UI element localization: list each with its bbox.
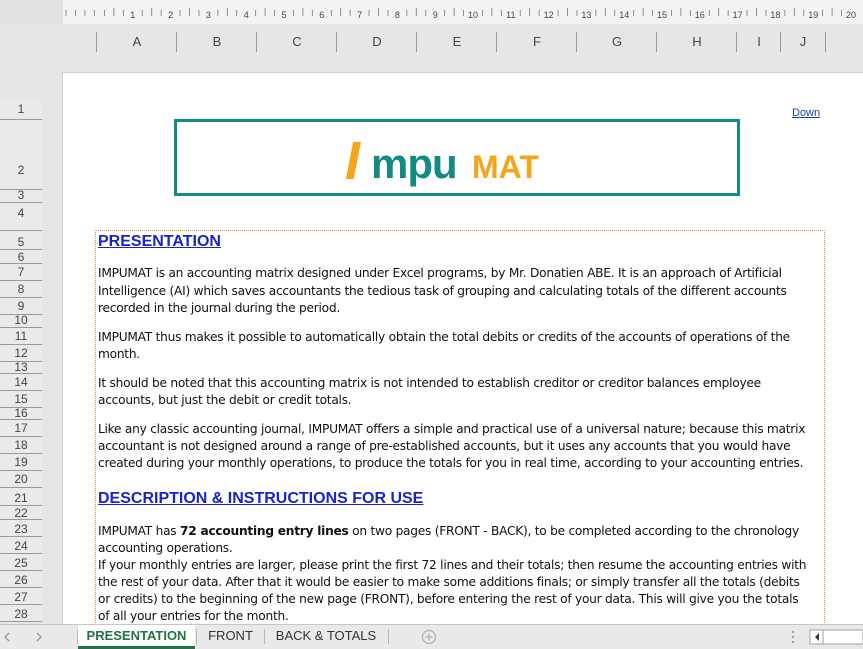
row-header[interactable]: 2 <box>0 120 42 190</box>
description-emphasis: 72 accounting entry lines <box>180 524 349 538</box>
row-header[interactable]: 8 <box>0 281 42 298</box>
description-line <box>98 524 799 538</box>
description-line: If your monthly entries are larger, please print the first 72 lines and their totals; then resume the accounting entries with <box>98 558 807 572</box>
description-line: the rest of your data. After that it would be easier to make some additions finals; or simply transfer all the totals (debits <box>98 575 800 589</box>
sheet-tab-bar <box>0 624 863 649</box>
row-header[interactable]: 9 <box>0 298 42 315</box>
column-header-f[interactable]: F <box>496 32 577 52</box>
horizontal-scroll-area <box>788 629 863 645</box>
ruler-label: 14 <box>619 10 630 20</box>
ruler-label: 11 <box>506 10 516 20</box>
row-header[interactable]: 22 <box>0 506 42 520</box>
tab-back-totals[interactable]: BACK & TOTALS <box>275 628 377 643</box>
ruler-label: 16 <box>694 10 705 20</box>
presentation-line: Intelligence (AI) which saves accountants the tedious task of grouping and calculating totals of the different accounts <box>98 284 787 298</box>
ruler-graphic <box>0 0 863 24</box>
presentation-line: recorded in the journal during the period. <box>98 301 340 315</box>
ruler-label: 8 <box>394 10 400 20</box>
ruler-label: 1 <box>130 10 136 20</box>
presentation-line: IMPUMAT thus makes it possible to automatically obtain the total debits or credits of the accounts of operations of the <box>98 330 790 344</box>
row-header[interactable]: 23 <box>0 520 42 537</box>
row-header[interactable]: 16 <box>0 408 42 420</box>
horizontal-ruler <box>0 0 863 24</box>
logo-part1: mpu <box>371 140 457 187</box>
column-header-i[interactable]: I <box>736 32 781 52</box>
presentation-line: accounts, but just the debit or credit totals. <box>98 393 352 407</box>
tab-nav <box>0 629 60 645</box>
row-header[interactable]: 19 <box>0 454 42 471</box>
row-header[interactable]: 20 <box>0 471 42 488</box>
logo-part2: MAT <box>472 149 539 185</box>
ruler-label: 3 <box>205 10 211 20</box>
row-header[interactable]: 3 <box>0 190 42 203</box>
row-header[interactable]: 26 <box>0 571 42 588</box>
column-header-b[interactable]: B <box>176 32 257 52</box>
logo-box <box>174 119 740 196</box>
row-header[interactable]: 10 <box>0 315 42 328</box>
column-header-h[interactable]: H <box>656 32 737 52</box>
logo-initial: I <box>345 131 361 191</box>
row-header[interactable]: 24 <box>0 537 42 554</box>
description-line: or credits) to the beginning of the new page (FRONT), before entering the rest of your data. This will give you the totals <box>98 592 799 606</box>
ruler-label: 18 <box>770 10 781 20</box>
ruler-label: 15 <box>656 10 668 20</box>
column-header-d[interactable]: D <box>336 32 417 52</box>
ruler-label: 2 <box>168 10 174 20</box>
ruler-label: 5 <box>281 10 287 20</box>
ruler-label: 7 <box>357 10 363 20</box>
row-header[interactable]: 14 <box>0 374 42 391</box>
chevron-right-icon[interactable] <box>37 633 41 641</box>
impumat-logo <box>177 122 737 193</box>
description-text: IMPUMAT has <box>98 524 181 538</box>
ruler-label: 6 <box>319 10 325 20</box>
description-heading: DESCRIPTION & INSTRUCTIONS FOR USE <box>98 490 424 507</box>
add-sheet-button[interactable] <box>420 629 438 645</box>
row-headers <box>0 100 42 622</box>
column-header-a[interactable]: A <box>96 32 177 52</box>
description-line: accounting operations. <box>98 541 233 555</box>
down-link[interactable]: Down <box>792 107 821 119</box>
presentation-line: Like any classic accounting journal, IMPUMAT offers a simple and practical use of a universal nature; because this matrix <box>98 422 806 436</box>
row-header[interactable]: 27 <box>0 588 42 605</box>
presentation-line: created during your monthly operations, to produce the totals for you in real time, according to your accounting entries. <box>98 456 804 470</box>
description-text: on two pages (FRONT - BACK), to be completed according to the chronology <box>348 524 799 538</box>
ruler-label: 13 <box>581 10 592 20</box>
row-header[interactable]: 18 <box>0 437 42 454</box>
row-header[interactable]: 7 <box>0 264 42 281</box>
row-header[interactable]: 25 <box>0 554 42 571</box>
row-header[interactable]: 21 <box>0 488 42 506</box>
presentation-line: month. <box>98 347 140 361</box>
presentation-heading: PRESENTATION <box>98 233 221 250</box>
row-header[interactable]: 28 <box>0 605 42 622</box>
presentation-line: IMPUMAT is an accounting matrix designed under Excel programs, by Mr. Donatien ABE. It is an approach of Artificial <box>98 266 782 280</box>
description-line: of all your entries for the month. <box>98 609 289 623</box>
vertical-ellipsis-icon[interactable] <box>792 631 794 633</box>
column-header-j[interactable]: J <box>780 32 826 52</box>
row-header[interactable]: 13 <box>0 362 42 374</box>
ruler-label: 4 <box>243 10 249 20</box>
column-header-c[interactable]: C <box>256 32 337 52</box>
column-header-e[interactable]: E <box>416 32 497 52</box>
row-header[interactable]: 15 <box>0 391 42 408</box>
column-header-g[interactable]: G <box>576 32 657 52</box>
ruler-label: 19 <box>808 10 819 20</box>
row-header[interactable]: 4 <box>0 203 42 231</box>
row-header[interactable]: 17 <box>0 420 42 437</box>
ruler-label: 10 <box>467 10 479 20</box>
column-headers <box>0 32 863 52</box>
row-header[interactable]: 5 <box>0 231 42 250</box>
tab-separator <box>388 629 389 644</box>
presentation-line: accountant is not designed around a range of pre-established accounts, but it uses any accounts that you would have <box>98 439 791 453</box>
ruler-label: 12 <box>543 10 554 20</box>
row-header[interactable]: 6 <box>0 250 42 264</box>
ruler-label: 17 <box>732 10 743 20</box>
row-header[interactable]: 1 <box>0 100 42 120</box>
ruler-label: 9 <box>432 10 438 20</box>
row-header[interactable]: 12 <box>0 345 42 362</box>
tab-presentation[interactable]: PRESENTATION <box>78 625 195 649</box>
presentation-line: It should be noted that this accounting matrix is not intended to establish creditor or creditor balances employee <box>98 376 761 390</box>
row-header[interactable]: 11 <box>0 328 42 345</box>
tab-front[interactable]: FRONT <box>208 628 253 643</box>
chevron-left-icon[interactable] <box>5 633 9 641</box>
ruler-label: 20 <box>845 10 857 20</box>
